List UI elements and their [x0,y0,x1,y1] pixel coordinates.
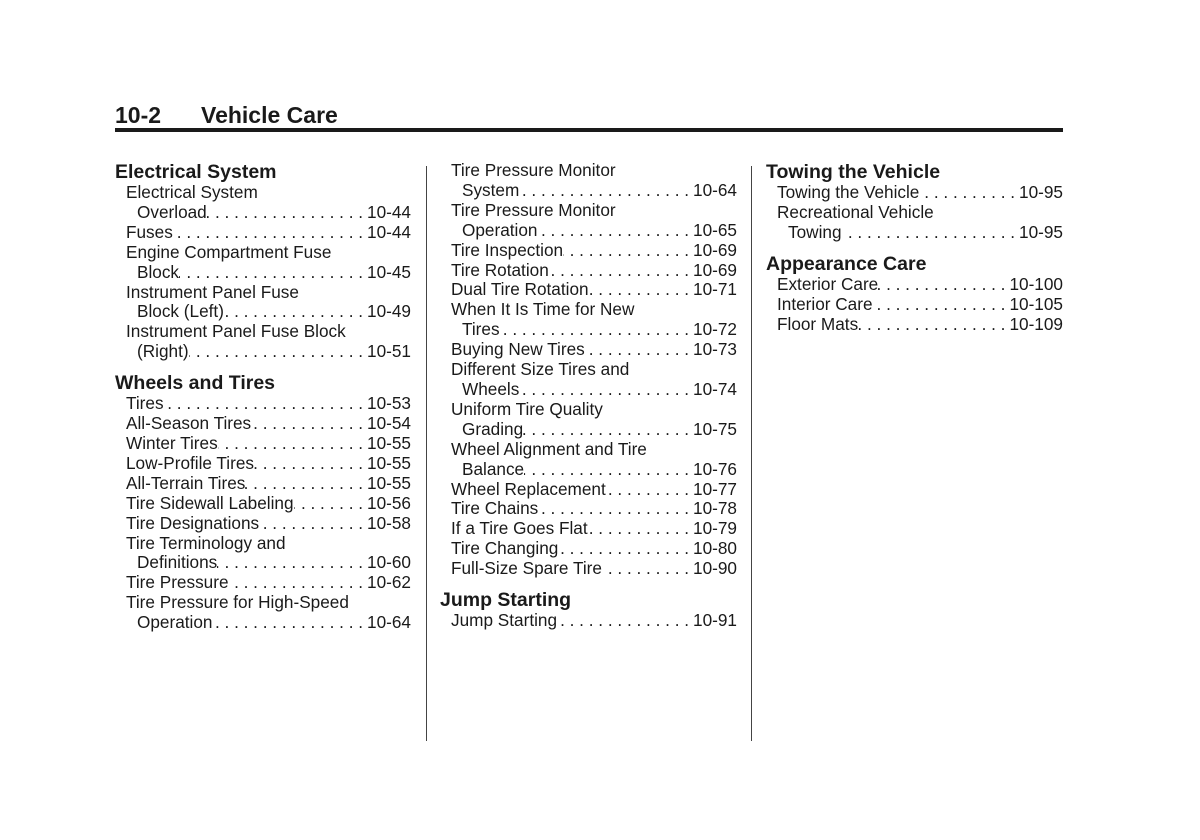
toc-section-continued [440,161,737,579]
toc-section-jump-starting [440,589,737,631]
toc-entry-tire-pressure-monitor-system[interactable] [440,161,737,201]
toc-entry-text: When It Is Time for New [451,299,635,320]
toc-section-electrical-system [115,161,411,362]
toc-section-towing-the-vehicle [766,161,1063,243]
toc-entry-line [451,611,737,631]
toc-entry-text: Fuses [126,221,173,242]
dot-leader [189,342,367,362]
toc-entry-recreational-vehicle-towing[interactable] [766,203,1063,243]
section-heading: Wheels and Tires [115,372,276,395]
dot-leader [217,553,367,573]
dot-leader [173,223,367,243]
page-reference: 10-62 [367,572,411,593]
toc-entry-line [126,613,411,633]
toc-entry-text: Interior Care [777,293,873,314]
page-reference: 10-45 [367,261,411,282]
section-heading: Electrical System [115,161,277,183]
toc-entry-text: Wheel Replacement [451,478,606,499]
toc-entry-tire-sidewall-labeling[interactable] [115,494,411,514]
toc-entry-text: Tires [126,393,164,414]
header-rule [115,128,1063,132]
toc-entry-engine-compartment-fuse-block[interactable] [115,243,411,283]
toc-entry-line [777,203,1063,223]
page-reference: 10-73 [693,339,737,360]
toc-entry-different-size-tires-and-wheels[interactable] [440,360,737,400]
toc-entry-line [126,553,411,573]
toc-entry-instrument-panel-fuse-block-left[interactable] [115,283,411,323]
page-reference: 10-69 [693,259,737,280]
toc-entry-line [126,573,411,593]
toc-entry-text: Full-Size Spare Tire [451,558,602,579]
toc-entry-line [777,223,1063,243]
page-reference: 10-60 [367,552,411,573]
toc-entry-uniform-tire-quality-grading[interactable] [440,400,737,440]
toc-entry-text: Towing the Vehicle [777,182,920,202]
toc-entry-line [451,420,737,440]
dot-leader [588,519,693,539]
page-reference: 10-95 [1019,182,1063,202]
toc-entry-text: Uniform Tire Quality [451,398,603,419]
page-reference: 10-75 [693,418,737,439]
toc-entry-text: Towing [788,221,842,242]
toc-column-3 [766,161,1063,334]
toc-entry-text: Operation [137,612,213,633]
page-title: Vehicle Care [201,102,338,128]
toc-entry-text: Instrument Panel Fuse Block [126,321,346,342]
toc-entry-line [451,440,737,460]
toc-entry-text: Tire Pressure [126,572,229,593]
dot-leader [919,183,1019,203]
page-reference: 10-76 [693,458,737,479]
toc-entry-text: Tire Chains [451,498,539,519]
toc-entry-floor-mats[interactable] [766,315,1063,335]
toc-entry-line [451,221,737,241]
toc-entry-text: Tire Pressure Monitor [451,199,616,220]
toc-entry-tire-chains[interactable] [440,499,737,519]
toc-entry-line [126,474,411,494]
toc-entry-when-it-is-time-for-new-tires[interactable] [440,300,737,340]
toc-entry-line [777,295,1063,315]
toc-entry-line [451,161,737,181]
toc-entry-wheel-replacement[interactable] [440,480,737,500]
toc-entry-text: (Right) [137,341,189,362]
toc-entry-line [451,480,737,500]
page-reference: 10-64 [367,612,411,633]
toc-entry-tire-rotation[interactable] [440,261,737,281]
toc-entry-line [451,460,737,480]
toc-entry-line [126,434,411,454]
dot-leader [254,454,367,474]
page-reference: 10-55 [367,432,411,453]
page-reference: 10-78 [693,498,737,519]
toc-entry-text: Tires [462,319,500,340]
dot-leader [523,420,693,440]
toc-entry-line [451,261,737,281]
dot-leader [606,480,693,500]
page-reference: 10-91 [693,610,737,631]
toc-entry-text: Tire Changing [451,538,559,559]
toc-entry-text: Tire Terminology and [126,532,286,553]
toc-entry-line [451,280,737,300]
page-reference: 10-56 [367,492,411,513]
dot-leader [519,380,693,400]
toc-entry-text: Floor Mats [777,313,859,334]
page-reference: 10-69 [693,239,737,260]
toc-entry-line [126,322,411,342]
toc-entry-line [126,263,411,283]
toc-entry-all-terrain-tires[interactable] [115,474,411,494]
page-reference: 10-54 [367,413,411,434]
dot-leader [224,302,367,322]
page-reference: 10-55 [367,472,411,493]
toc-section-appearance-care [766,253,1063,335]
toc-entry-line [451,340,737,360]
toc-entry-all-season-tires[interactable] [115,414,411,434]
toc-entry-line [126,283,411,303]
toc-entry-low-profile-tires[interactable] [115,454,411,474]
toc-entry-line [451,380,737,400]
page-reference: 10-72 [693,319,737,340]
toc-entry-jump-starting[interactable] [440,611,737,631]
section-heading: Towing the Vehicle [766,161,941,183]
toc-entry-tire-changing[interactable] [440,539,737,559]
toc-entry-line [126,243,411,263]
page-reference: 10-79 [693,518,737,539]
toc-entry-text: Engine Compartment Fuse [126,241,332,262]
dot-leader [500,320,693,340]
toc-entry-line [777,315,1063,335]
toc-entry-tire-designations[interactable] [115,514,411,534]
toc-entry-line [126,394,411,414]
toc-entry-text: All-Terrain Tires [126,472,246,493]
toc-entry-text: Low-Profile Tires [126,452,254,473]
toc-entry-line [126,593,411,613]
toc-entry-electrical-system-overload[interactable] [115,183,411,223]
toc-entry-text: Block (Left) [137,301,224,322]
toc-entry-tire-terminology-and-definitions[interactable] [115,534,411,574]
page-header [115,100,1063,130]
toc-entry-line [451,519,737,539]
toc-entry-buying-new-tires[interactable] [440,340,737,360]
toc-entry-text: Balance [462,458,525,479]
toc-entry-text: Tire Pressure Monitor [451,160,616,180]
dot-leader [519,181,693,201]
page-reference: 10-51 [367,341,411,362]
toc-entry-interior-care[interactable] [766,295,1063,315]
toc-entry-line [451,181,737,201]
toc-entry-line [777,183,1063,203]
toc-entry-line [126,494,411,514]
toc-entry-fuses[interactable] [115,223,411,243]
toc-entry-exterior-care[interactable] [766,275,1063,295]
toc-entry-line [126,203,411,223]
page-reference: 10-55 [367,452,411,473]
toc-entry-line [126,414,411,434]
toc-entry-line [451,539,737,559]
dot-leader [585,340,693,360]
page-reference: 10-105 [1009,293,1063,314]
page-reference: 10-49 [367,301,411,322]
toc-entry-text: Instrument Panel Fuse [126,281,299,302]
toc-entry-line [451,360,737,380]
toc-entry-text: Winter Tires [126,432,218,453]
dot-leader [563,241,693,261]
toc-entry-text: System [462,179,520,200]
toc-entry-full-size-spare-tire[interactable] [440,559,737,579]
toc-entry-text: Jump Starting [451,610,558,631]
section-heading: Jump Starting [440,589,572,612]
page-reference: 10-90 [693,558,737,579]
toc-entry-tire-pressure-monitor-operation[interactable] [440,201,737,241]
toc-entry-text: Tire Pressure for High-Speed [126,592,349,613]
toc-entry-text: Tire Sidewall Labeling [126,492,294,513]
dot-leader [212,613,367,633]
toc-entry-winter-tires[interactable] [115,434,411,454]
toc-entry-if-a-tire-goes-flat[interactable] [440,519,737,539]
dot-leader [557,611,693,631]
dot-leader [179,263,367,283]
toc-entry-line [126,183,411,203]
page-reference: 10-109 [1009,313,1063,334]
dot-leader [602,559,693,579]
toc-entry-tire-pressure[interactable] [115,573,411,593]
dot-leader [873,295,1010,315]
toc-entry-text: Different Size Tires and [451,359,630,380]
toc-entry-text: Overload [137,201,207,222]
toc-entry-text: Wheel Alignment and Tire [451,438,647,459]
toc-entry-text: Tire Rotation [451,259,549,280]
toc-entry-line [126,342,411,362]
toc-entry-text: Operation [462,219,538,240]
toc-column-2 [440,161,737,631]
page-reference: 10-44 [367,201,411,222]
dot-leader [549,261,693,281]
toc-entry-text: Block [137,261,180,282]
page-reference: 10-53 [367,393,411,414]
page-reference: 10-71 [693,279,737,300]
page-reference: 10-58 [367,512,411,533]
toc-entry-tires[interactable] [115,394,411,414]
toc-entry-line [126,534,411,554]
toc-entry-line [451,499,737,519]
page-reference: 10-44 [367,221,411,242]
dot-leader [207,203,367,223]
toc-entry-towing-the-vehicle[interactable] [766,183,1063,203]
toc-entry-line [451,201,737,221]
toc-entry-text: If a Tire Goes Flat [451,518,588,539]
column-divider [751,166,752,741]
page-reference: 10-80 [693,538,737,559]
toc-entry-text: Wheels [462,378,520,399]
toc-entry-text: Buying New Tires [451,339,585,360]
dot-leader [294,494,368,514]
dot-leader [245,474,367,494]
toc-section-wheels-and-tires [115,372,411,633]
dot-leader [218,434,367,454]
dot-leader [537,221,693,241]
toc-entry-wheel-alignment-and-tire-balance[interactable] [440,440,737,480]
dot-leader [878,275,1009,295]
toc-entry-line [126,223,411,243]
toc-entry-line [451,241,737,261]
page-reference: 10-74 [693,378,737,399]
page-reference: 10-77 [693,478,737,499]
dot-leader [558,539,693,559]
dot-leader [524,460,693,480]
toc-column-1 [115,161,411,633]
page-reference: 10-100 [1009,273,1063,294]
dot-leader [858,315,1009,335]
toc-entry-line [451,559,737,579]
dot-leader [589,280,693,300]
toc-entry-text: Dual Tire Rotation [451,279,589,300]
dot-leader [164,394,367,414]
toc-entry-line [777,275,1063,295]
page-reference: 10-64 [693,179,737,200]
toc-entry-line [451,320,737,340]
toc-entry-text: Recreational Vehicle [777,201,934,222]
toc-entry-tire-pressure-for-high-speed-operation[interactable] [115,593,411,633]
toc-entry-line [126,454,411,474]
dot-leader [538,499,693,519]
section-heading: Appearance Care [766,252,927,275]
toc-entry-text: Grading [462,418,524,439]
toc-entry-line [451,400,737,420]
toc-entry-dual-tire-rotation[interactable] [440,280,737,300]
toc-entry-text: Definitions [137,552,218,573]
toc-entry-text: Tire Inspection [451,239,564,260]
dot-leader [229,573,368,593]
page-reference: 10-65 [693,219,737,240]
dot-leader [251,414,367,434]
dot-leader [842,223,1020,243]
page-reference: 10-95 [1019,221,1063,242]
toc-entry-line [126,514,411,534]
dot-leader [259,514,367,534]
toc-entry-tire-inspection[interactable] [440,241,737,261]
toc-entry-line [451,300,737,320]
toc-entry-line [126,302,411,322]
toc-entry-text: All-Season Tires [126,413,252,434]
toc-entry-text: Electrical System [126,182,258,202]
page-number: 10-2 [115,102,162,128]
toc-entry-text: Exterior Care [777,273,879,294]
column-divider [426,166,427,741]
toc-entry-text: Tire Designations [126,512,260,533]
toc-entry-instrument-panel-fuse-block-right[interactable] [115,322,411,362]
